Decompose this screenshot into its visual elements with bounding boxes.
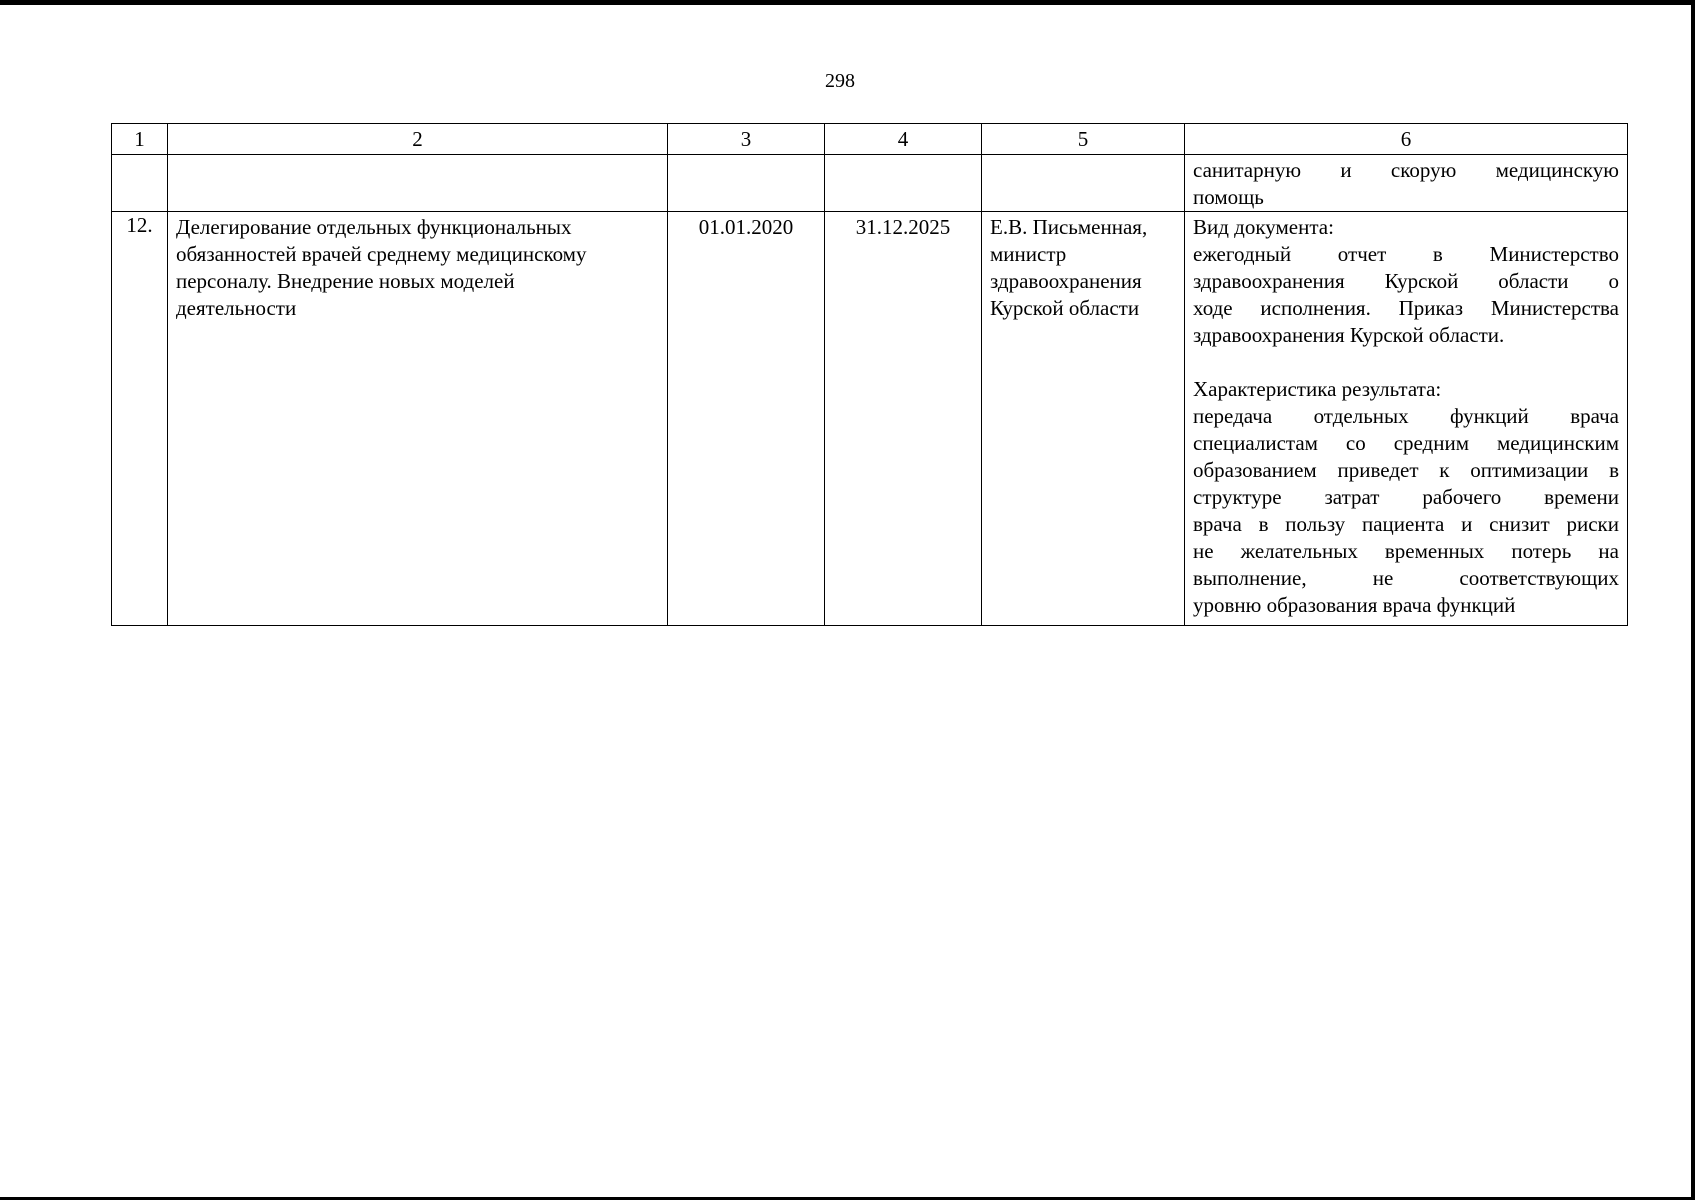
result-line: врача в пользу пациента и снизит риски [1193,512,1619,536]
responsible-line: здравоохранения [990,269,1142,293]
measure-name [168,212,668,626]
cont-text-line: помощь [1193,185,1264,209]
start-date: 01.01.2020 [668,212,825,626]
result-line: образованием приведет к оптимизации в [1193,458,1619,482]
cont-col-2 [168,155,668,212]
responsible-line: Курской области [990,296,1140,320]
measure-name-line: Делегирование отдельных функциональных [176,215,572,239]
table-row-continuation [112,155,1628,212]
cont-col-1 [112,155,168,212]
end-date: 31.12.2025 [825,212,982,626]
cont-text-line: санитарную и скорую медицинскую [1193,158,1619,182]
row-number: 12. [112,212,168,626]
cont-col-5 [982,155,1185,212]
measures-table [111,123,1628,626]
header-col-3: 3 [668,124,825,155]
scan-border-right [1691,0,1695,1200]
measure-name-line: обязанностей врачей среднему медицинскому [176,242,587,266]
header-col-5: 5 [982,124,1185,155]
result-line: Характеристика результата: [1193,377,1442,401]
result-line: ходе исполнения. Приказ Министерства [1193,296,1619,320]
header-col-1: 1 [112,124,168,155]
measure-name-line: деятельности [176,296,297,320]
result-description [1185,212,1628,626]
page-number: 298 [825,70,855,92]
responsible-line: министр [990,242,1067,266]
cont-col-3 [668,155,825,212]
header-col-2: 2 [168,124,668,155]
scan-border-top [0,0,1695,5]
table-header-row [112,124,1628,155]
result-line: передача отдельных функций врача [1193,404,1619,428]
result-line: здравоохранения Курской области о [1193,269,1619,293]
result-line: здравоохранения Курской области. [1193,323,1505,347]
result-line: структуре затрат рабочего времени [1193,485,1619,509]
cont-col-6 [1185,155,1628,212]
header-col-6: 6 [1185,124,1628,155]
measure-name-line: персоналу. Внедрение новых моделей [176,269,515,293]
result-line: специалистам со средним медицинским [1193,431,1619,455]
cont-col-4 [825,155,982,212]
header-col-4: 4 [825,124,982,155]
result-line: выполнение, не соответствующих [1193,566,1619,590]
result-line: ежегодный отчет в Министерство [1193,242,1619,266]
responsible-line: Е.В. Письменная, [990,215,1148,239]
result-line: уровню образования врача функций [1193,593,1516,617]
result-blank-line [1193,349,1619,376]
table-row-12 [112,212,1628,626]
result-line: не желательных временных потерь на [1193,539,1619,563]
responsible-person [982,212,1185,626]
result-line: Вид документа: [1193,215,1334,239]
